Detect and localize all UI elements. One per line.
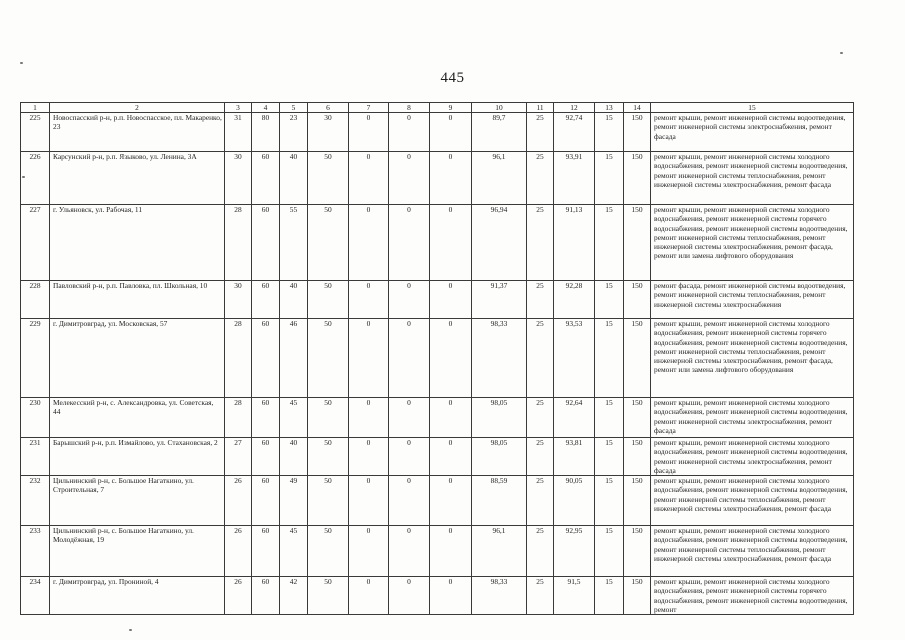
works-cell: ремонт фасада, ремонт инженерной системы водоотведения, ремонт инженерной системы теплоснабжения, ремонт инженерной системы электроснабжения xyxy=(651,281,854,319)
value-cell: 28 xyxy=(225,319,252,398)
works-cell: ремонт крыши, ремонт инженерной системы холодного водоснабжения, ремонт инженерной системы горячего водоснабжения, ремонт инженерной системы водоотведения, ремонт инженерной системы теплоснабжения, ремонт инженерной системы электроснабжения, ремонт фасада, ремонт или замена лифтового оборудования xyxy=(651,205,854,281)
table-row xyxy=(21,152,854,205)
value-cell: 98,33 xyxy=(472,577,527,615)
value-cell: 0 xyxy=(430,281,472,319)
value-cell: 0 xyxy=(389,438,430,476)
value-cell: 60 xyxy=(252,476,280,526)
value-cell: 150 xyxy=(624,152,651,205)
value-cell: 50 xyxy=(308,476,349,526)
address-cell: г. Димитровград, ул. Прониной, 4 xyxy=(50,577,225,615)
value-cell: 92,28 xyxy=(554,281,595,319)
value-cell: 50 xyxy=(308,205,349,281)
address-cell: Мелекесский р-н, с. Александровка, ул. Советская, 44 xyxy=(50,398,225,438)
scan-speck xyxy=(129,629,132,631)
value-cell: 89,7 xyxy=(472,113,527,152)
address-cell: Павловский р-н, р.п. Павловка, пл. Школьная, 10 xyxy=(50,281,225,319)
table-row xyxy=(21,113,854,152)
value-cell: 150 xyxy=(624,476,651,526)
value-cell: 28 xyxy=(225,205,252,281)
value-cell: 150 xyxy=(624,526,651,577)
value-cell: 96,1 xyxy=(472,526,527,577)
value-cell: 0 xyxy=(389,113,430,152)
value-cell: 25 xyxy=(527,577,554,615)
value-cell: 96,94 xyxy=(472,205,527,281)
value-cell: 50 xyxy=(308,438,349,476)
value-cell: 15 xyxy=(595,113,624,152)
value-cell: 0 xyxy=(349,152,389,205)
value-cell: 26 xyxy=(225,526,252,577)
row-number: 225 xyxy=(21,113,50,152)
value-cell: 25 xyxy=(527,398,554,438)
value-cell: 45 xyxy=(280,398,308,438)
table-row xyxy=(21,205,854,281)
value-cell: 91,13 xyxy=(554,205,595,281)
col-header: 10 xyxy=(472,103,527,113)
value-cell: 15 xyxy=(595,577,624,615)
value-cell: 0 xyxy=(349,398,389,438)
works-cell: ремонт крыши, ремонт инженерной системы холодного водоснабжения, ремонт инженерной системы горячего водоснабжения, ремонт инженерной системы водоотведения, ремонт инженерной системы теплоснабжения, ремонт инженерной системы электроснабжения, ремонт фасада, ремонт или замена лифтового оборудования xyxy=(651,319,854,398)
value-cell: 50 xyxy=(308,319,349,398)
works-cell: ремонт крыши, ремонт инженерной системы холодного водоснабжения, ремонт инженерной системы водоотведения, ремонт инженерной системы теплоснабжения, ремонт инженерной системы электроснабжения, ремонт фасада xyxy=(651,152,854,205)
value-cell: 50 xyxy=(308,398,349,438)
page-number: 445 xyxy=(440,70,465,86)
value-cell: 0 xyxy=(389,577,430,615)
works-cell: ремонт крыши, ремонт инженерной системы холодного водоснабжения, ремонт инженерной системы водоотведения, ремонт инженерной системы теплоснабжения, ремонт инженерной системы электроснабжения, ремонт фасада xyxy=(651,476,854,526)
value-cell: 0 xyxy=(349,281,389,319)
value-cell: 0 xyxy=(430,438,472,476)
value-cell: 25 xyxy=(527,526,554,577)
value-cell: 0 xyxy=(430,476,472,526)
table-row xyxy=(21,398,854,438)
works-cell: ремонт крыши, ремонт инженерной системы водоотведения, ремонт инженерной системы электроснабжения, ремонт фасада xyxy=(651,113,854,152)
value-cell: 0 xyxy=(430,526,472,577)
value-cell: 90,05 xyxy=(554,476,595,526)
value-cell: 0 xyxy=(349,319,389,398)
works-cell: ремонт крыши, ремонт инженерной системы холодного водоснабжения, ремонт инженерной системы водоотведения, ремонт инженерной системы электроснабжения, ремонт фасада xyxy=(651,398,854,438)
value-cell: 15 xyxy=(595,398,624,438)
value-cell: 40 xyxy=(280,281,308,319)
value-cell: 60 xyxy=(252,281,280,319)
value-cell: 0 xyxy=(389,476,430,526)
value-cell: 28 xyxy=(225,398,252,438)
value-cell: 25 xyxy=(527,205,554,281)
value-cell: 50 xyxy=(308,577,349,615)
address-cell: Карсунский р-н, р.п. Языково, ул. Ленина, 3А xyxy=(50,152,225,205)
value-cell: 0 xyxy=(430,113,472,152)
value-cell: 0 xyxy=(389,526,430,577)
value-cell: 0 xyxy=(349,438,389,476)
address-cell: г. Димитровград, ул. Московская, 57 xyxy=(50,319,225,398)
value-cell: 0 xyxy=(389,152,430,205)
value-cell: 92,95 xyxy=(554,526,595,577)
table-row xyxy=(21,438,854,476)
col-header: 6 xyxy=(308,103,349,113)
row-number: 226 xyxy=(21,152,50,205)
col-header: 8 xyxy=(389,103,430,113)
value-cell: 98,33 xyxy=(472,319,527,398)
works-cell: ремонт крыши, ремонт инженерной системы холодного водоснабжения, ремонт инженерной системы водоотведения, ремонт инженерной системы теплоснабжения, ремонт инженерной системы электроснабжения, ремонт фасада xyxy=(651,526,854,577)
value-cell: 0 xyxy=(349,205,389,281)
value-cell: 91,37 xyxy=(472,281,527,319)
value-cell: 50 xyxy=(308,152,349,205)
value-cell: 93,81 xyxy=(554,438,595,476)
row-number: 233 xyxy=(21,526,50,577)
value-cell: 0 xyxy=(430,319,472,398)
value-cell: 25 xyxy=(527,476,554,526)
col-header: 14 xyxy=(624,103,651,113)
row-number: 234 xyxy=(21,577,50,615)
value-cell: 0 xyxy=(389,319,430,398)
value-cell: 0 xyxy=(430,152,472,205)
value-cell: 0 xyxy=(349,476,389,526)
value-cell: 98,05 xyxy=(472,438,527,476)
value-cell: 0 xyxy=(389,281,430,319)
value-cell: 98,05 xyxy=(472,398,527,438)
value-cell: 31 xyxy=(225,113,252,152)
value-cell: 15 xyxy=(595,526,624,577)
col-header: 12 xyxy=(554,103,595,113)
value-cell: 92,64 xyxy=(554,398,595,438)
value-cell: 25 xyxy=(527,281,554,319)
value-cell: 55 xyxy=(280,205,308,281)
value-cell: 150 xyxy=(624,113,651,152)
value-cell: 50 xyxy=(308,281,349,319)
value-cell: 49 xyxy=(280,476,308,526)
col-header: 5 xyxy=(280,103,308,113)
value-cell: 45 xyxy=(280,526,308,577)
table-row xyxy=(21,577,854,615)
table-row xyxy=(21,281,854,319)
value-cell: 60 xyxy=(252,577,280,615)
value-cell: 26 xyxy=(225,476,252,526)
data-table xyxy=(20,102,854,615)
col-header: 15 xyxy=(651,103,854,113)
value-cell: 96,1 xyxy=(472,152,527,205)
scan-speck xyxy=(840,52,843,54)
col-header: 3 xyxy=(225,103,252,113)
value-cell: 25 xyxy=(527,319,554,398)
value-cell: 15 xyxy=(595,205,624,281)
row-number: 231 xyxy=(21,438,50,476)
value-cell: 15 xyxy=(595,152,624,205)
value-cell: 60 xyxy=(252,438,280,476)
table-row xyxy=(21,476,854,526)
table-row xyxy=(21,526,854,577)
value-cell: 0 xyxy=(389,398,430,438)
scan-speck xyxy=(20,62,23,64)
value-cell: 60 xyxy=(252,526,280,577)
row-number: 230 xyxy=(21,398,50,438)
row-number: 229 xyxy=(21,319,50,398)
address-cell: Барышский р-н, р.п. Измайлово, ул. Стахановская, 2 xyxy=(50,438,225,476)
works-cell: ремонт крыши, ремонт инженерной системы холодного водоснабжения, ремонт инженерной системы водоотведения, ремонт инженерной системы электроснабжения, ремонт фасада xyxy=(651,438,854,476)
value-cell: 30 xyxy=(308,113,349,152)
value-cell: 30 xyxy=(225,152,252,205)
row-number: 232 xyxy=(21,476,50,526)
value-cell: 150 xyxy=(624,319,651,398)
col-header: 11 xyxy=(527,103,554,113)
row-number: 228 xyxy=(21,281,50,319)
table-row xyxy=(21,319,854,398)
value-cell: 30 xyxy=(225,281,252,319)
value-cell: 0 xyxy=(349,577,389,615)
value-cell: 0 xyxy=(349,526,389,577)
value-cell: 93,53 xyxy=(554,319,595,398)
value-cell: 40 xyxy=(280,438,308,476)
value-cell: 0 xyxy=(430,398,472,438)
value-cell: 88,59 xyxy=(472,476,527,526)
value-cell: 42 xyxy=(280,577,308,615)
value-cell: 25 xyxy=(527,152,554,205)
value-cell: 60 xyxy=(252,319,280,398)
col-header: 1 xyxy=(21,103,50,113)
value-cell: 60 xyxy=(252,398,280,438)
value-cell: 0 xyxy=(389,205,430,281)
value-cell: 25 xyxy=(527,438,554,476)
value-cell: 150 xyxy=(624,577,651,615)
col-header: 4 xyxy=(252,103,280,113)
value-cell: 23 xyxy=(280,113,308,152)
row-number: 227 xyxy=(21,205,50,281)
address-cell: Цильнинский р-н, с. Большое Нагаткино, ул. Молодёжная, 19 xyxy=(50,526,225,577)
value-cell: 27 xyxy=(225,438,252,476)
value-cell: 0 xyxy=(349,113,389,152)
value-cell: 15 xyxy=(595,438,624,476)
value-cell: 150 xyxy=(624,281,651,319)
value-cell: 26 xyxy=(225,577,252,615)
value-cell: 50 xyxy=(308,526,349,577)
address-cell: Цильнинский р-н, с. Большое Нагаткино, ул. Строительная, 7 xyxy=(50,476,225,526)
address-cell: г. Ульяновск, ул. Рабочая, 11 xyxy=(50,205,225,281)
value-cell: 91,5 xyxy=(554,577,595,615)
value-cell: 15 xyxy=(595,476,624,526)
column-number-row xyxy=(21,103,854,113)
value-cell: 25 xyxy=(527,113,554,152)
works-cell: ремонт крыши, ремонт инженерной системы холодного водоснабжения, ремонт инженерной системы горячего водоснабжения, ремонт инженерной системы водоотведения, ремонт xyxy=(651,577,854,615)
value-cell: 0 xyxy=(430,205,472,281)
value-cell: 92,74 xyxy=(554,113,595,152)
value-cell: 150 xyxy=(624,205,651,281)
col-header: 7 xyxy=(349,103,389,113)
address-cell: Новоспасский р-н, р.п. Новоспасское, пл. Макаренко, 23 xyxy=(50,113,225,152)
value-cell: 150 xyxy=(624,438,651,476)
value-cell: 40 xyxy=(280,152,308,205)
col-header: 2 xyxy=(50,103,225,113)
value-cell: 46 xyxy=(280,319,308,398)
col-header: 13 xyxy=(595,103,624,113)
col-header: 9 xyxy=(430,103,472,113)
value-cell: 60 xyxy=(252,205,280,281)
value-cell: 150 xyxy=(624,398,651,438)
value-cell: 15 xyxy=(595,281,624,319)
value-cell: 93,91 xyxy=(554,152,595,205)
value-cell: 80 xyxy=(252,113,280,152)
value-cell: 60 xyxy=(252,152,280,205)
scan-speck xyxy=(22,176,25,178)
value-cell: 15 xyxy=(595,319,624,398)
value-cell: 0 xyxy=(430,577,472,615)
